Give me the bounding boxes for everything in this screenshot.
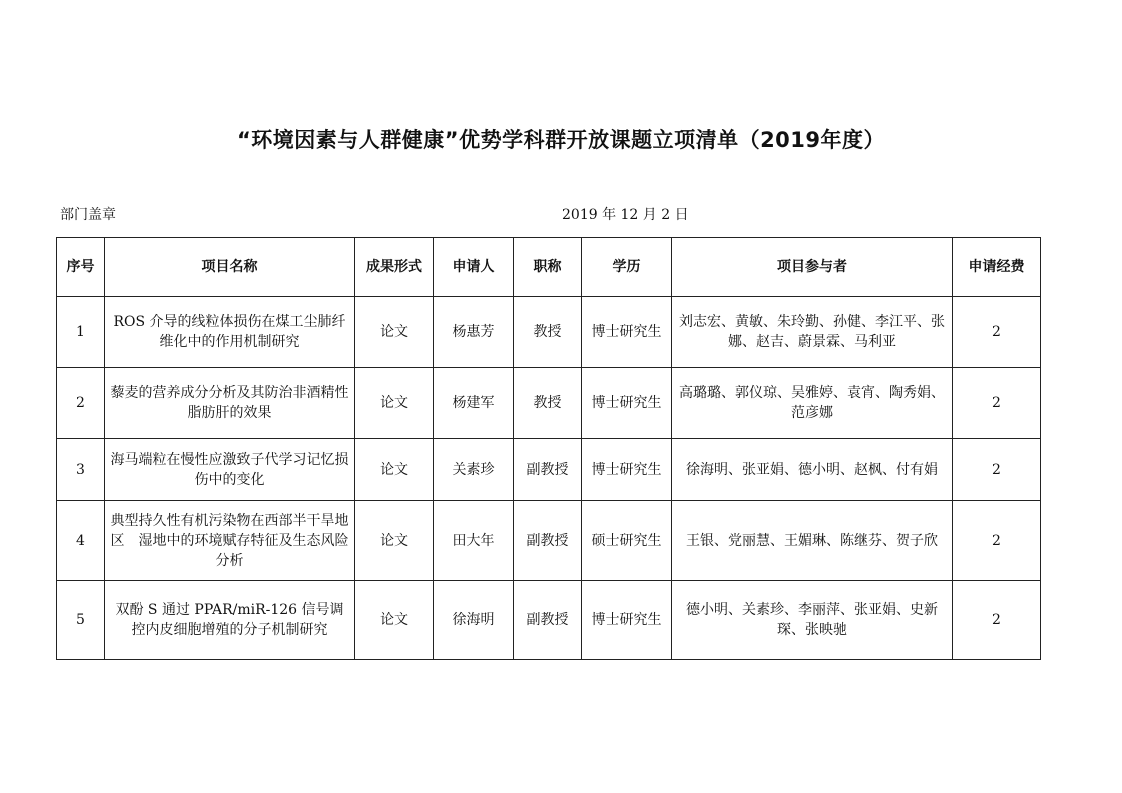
header-rank: 职称 [514,238,582,297]
cell-degree: 博士研究生 [582,439,672,501]
header-project: 项目名称 [105,238,355,297]
cell-applicant: 田大年 [434,501,514,581]
cell-index: 5 [57,581,105,660]
table-row [57,501,1041,581]
cell-index: 3 [57,439,105,501]
cell-index: 2 [57,368,105,439]
project-table [56,237,1041,660]
cell-output: 论文 [355,439,434,501]
table-row [57,368,1041,439]
header-applicant: 申请人 [434,238,514,297]
header-participants: 项目参与者 [672,238,953,297]
document-title: “环境因素与人群健康”优势学科群开放课题立项清单（2019年度） [236,128,886,152]
cell-index: 4 [57,501,105,581]
cell-participants: 德小明、关素珍、李丽萍、张亚娟、史新琛、张映驰 [672,581,953,660]
cell-index: 1 [57,297,105,368]
cell-degree: 博士研究生 [582,368,672,439]
cell-funding: 2 [953,297,1041,368]
cell-applicant: 杨建军 [434,368,514,439]
table-row [57,581,1041,660]
cell-participants: 王银、党丽慧、王媚琳、陈继芬、贺子欣 [672,501,953,581]
cell-project: 海马端粒在慢性应激致子代学习记忆损伤中的变化 [105,439,355,501]
cell-participants: 刘志宏、黄敏、朱玲勤、孙健、李江平、张娜、赵吉、蔚景霖、马利亚 [672,297,953,368]
header-funding: 申请经费 [953,238,1041,297]
cell-funding: 2 [953,581,1041,660]
cell-participants: 高璐璐、郭仪琼、吴雅婷、袁宵、陶秀娟、范彦娜 [672,368,953,439]
document-date: 2019 年 12 月 2 日 [562,207,689,223]
header-output: 成果形式 [355,238,434,297]
cell-project: ROS 介导的线粒体损伤在煤工尘肺纤维化中的作用机制研究 [105,297,355,368]
cell-output: 论文 [355,368,434,439]
cell-funding: 2 [953,501,1041,581]
table-header-row [57,238,1041,297]
cell-degree: 硕士研究生 [582,501,672,581]
cell-rank: 副教授 [514,439,582,501]
cell-rank: 教授 [514,297,582,368]
cell-project: 双酚 S 通过 PPAR/miR-126 信号调控内皮细胞增殖的分子机制研究 [105,581,355,660]
cell-project: 藜麦的营养成分分析及其防治非酒精性脂肪肝的效果 [105,368,355,439]
header-degree: 学历 [582,238,672,297]
cell-rank: 副教授 [514,581,582,660]
department-stamp-label: 部门盖章 [60,207,116,223]
cell-rank: 教授 [514,368,582,439]
header-index: 序号 [57,238,105,297]
cell-applicant: 关素珍 [434,439,514,501]
table-row [57,297,1041,368]
cell-project: 典型持久性有机污染物在西部半干旱地区 湿地中的环境赋存特征及生态风险分析 [105,501,355,581]
table-row [57,439,1041,501]
cell-output: 论文 [355,297,434,368]
cell-degree: 博士研究生 [582,297,672,368]
cell-funding: 2 [953,439,1041,501]
cell-degree: 博士研究生 [582,581,672,660]
cell-rank: 副教授 [514,501,582,581]
cell-output: 论文 [355,581,434,660]
cell-participants: 徐海明、张亚娟、德小明、赵枫、付有娟 [672,439,953,501]
cell-funding: 2 [953,368,1041,439]
cell-applicant: 徐海明 [434,581,514,660]
cell-applicant: 杨惠芳 [434,297,514,368]
cell-output: 论文 [355,501,434,581]
